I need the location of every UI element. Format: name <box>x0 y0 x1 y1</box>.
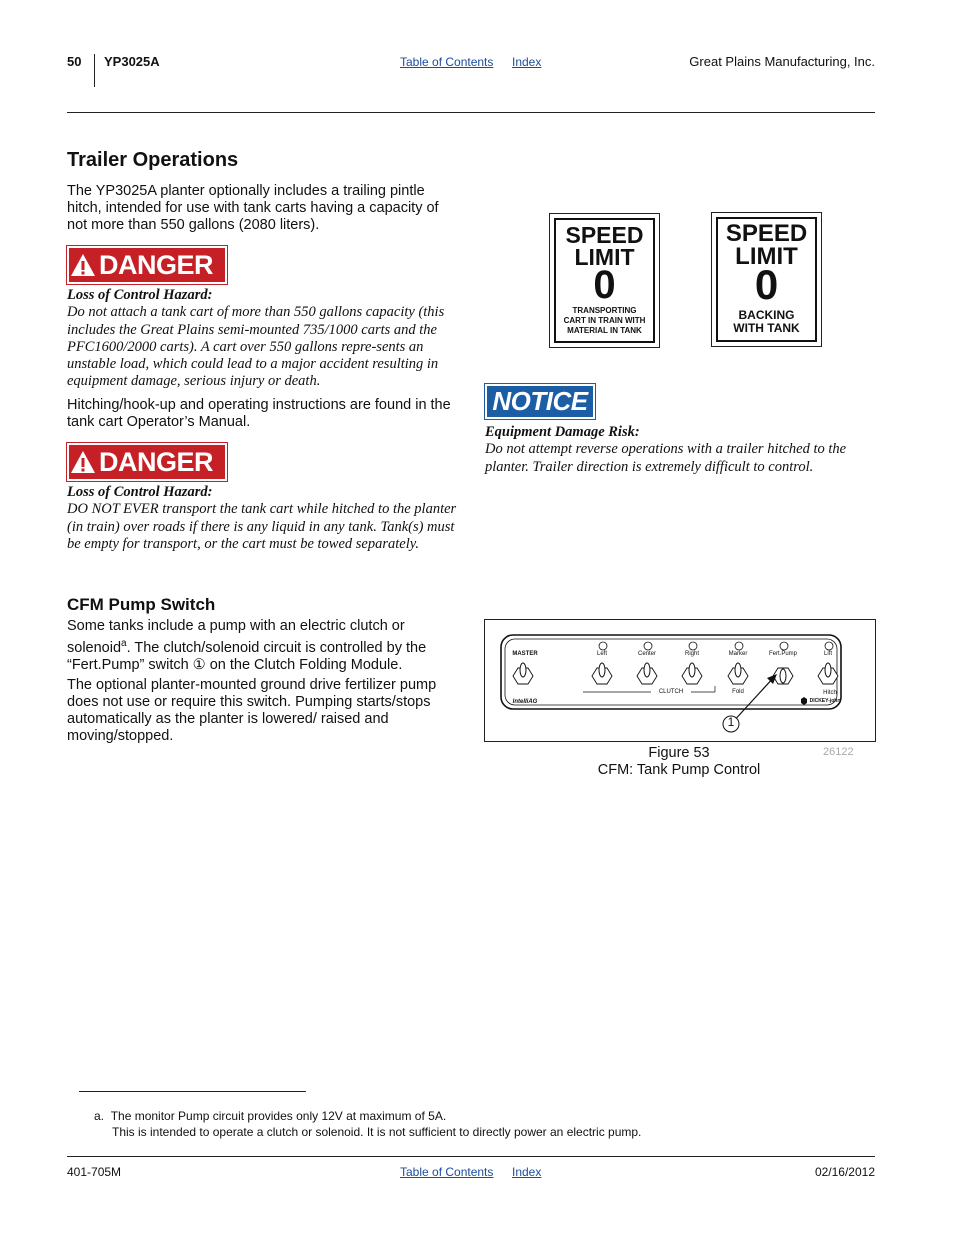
danger-message-1 <box>67 287 459 391</box>
doc-number: 401-705M <box>67 1165 122 1179</box>
label-center: Center <box>637 651 656 657</box>
notice-message <box>485 424 880 476</box>
hitching-paragraph: Hitching/hook-up and operating instructions are found in the tank cart Operator’s Manual. <box>67 397 451 430</box>
sign2-caption1: BACKING <box>738 308 795 322</box>
warning-triangle-icon <box>69 449 97 475</box>
label-right: Right <box>684 651 699 657</box>
brand-dickey-john: DICKEY-john <box>809 698 841 704</box>
sign1-number: 0 <box>593 263 616 307</box>
sign1-caption2: CART IN TRAIN WITH <box>563 316 646 325</box>
cfm-paragraph-2: The optional planter-mounted ground drive fertilizer pump does not use or require this switch. Pumping starts/stops automatically as the planter is lowered/ raised and moving/stopped. <box>67 677 437 744</box>
sign2-speed: SPEED <box>725 220 808 247</box>
label-clutch: CLUTCH <box>651 689 691 695</box>
label-left: Left <box>596 651 607 657</box>
index-link-top[interactable]: Index <box>512 55 542 69</box>
model-name: YP3025A <box>104 54 160 69</box>
subsection-title: CFM Pump Switch <box>67 595 216 614</box>
danger-label-2: DANGER <box>99 446 214 477</box>
sign1-speed: SPEED <box>565 222 644 248</box>
footnote <box>94 1108 641 1140</box>
danger-title-2: Loss of Control Hazard: <box>67 484 213 500</box>
label-fold: Fold <box>732 689 744 695</box>
toc-link-bottom[interactable]: Table of Contents <box>400 1165 494 1179</box>
speed-limit-sign-backing <box>711 212 822 347</box>
header-divider <box>94 54 95 87</box>
danger-message-2 <box>67 484 459 553</box>
footnote-line-2: This is intended to operate a clutch or solenoid. It is not sufficient to directly power an electric pump. <box>112 1125 642 1139</box>
toc-link-top[interactable]: Table of Contents <box>400 55 494 69</box>
speed-limit-sign-transporting <box>549 213 660 348</box>
label-fert-pump: Fert.Pump <box>768 651 797 657</box>
figure-title: CFM: Tank Pump Control <box>597 762 761 778</box>
notice-title: Equipment Damage Risk: <box>485 424 640 440</box>
callout-number: 1 <box>727 715 735 729</box>
company-name: Great Plains Manufacturing, Inc. <box>689 54 875 69</box>
notice-label: NOTICE <box>492 386 588 416</box>
sign1-caption3: MATERIAL IN TANK <box>567 326 642 335</box>
sign1-caption1: TRANSPORTING <box>572 306 637 315</box>
figure-number: Figure 53 <box>648 745 710 761</box>
cfm-text-part-b: . The clutch/solenoid circuit is controlled by the “Fert.Pump” switch ① on the Clutch Folding Module. <box>67 639 427 673</box>
section-title: Trailer Operations <box>67 149 239 171</box>
danger-badge-1 <box>67 246 227 284</box>
brand-intelliag: IntelliAG <box>512 699 538 705</box>
index-link-bottom[interactable]: Index <box>512 1165 542 1179</box>
label-marker: Marker <box>728 651 748 657</box>
intro-paragraph: The YP3025A planter optionally includes a trailing pintle hitch, intended for use with tank carts having a capacity of not more than 550 gallons (2080 liters). <box>67 183 439 233</box>
footnote-marker: a. <box>94 1109 105 1123</box>
footer-date: 02/16/2012 <box>814 1165 875 1179</box>
notice-badge <box>485 384 595 419</box>
danger-title-1: Loss of Control Hazard: <box>67 287 213 303</box>
label-lift: Lift <box>823 651 832 657</box>
footnote-line-1: The monitor Pump circuit provides only 12V at maximum of 5A. <box>110 1109 447 1123</box>
footer-rule <box>67 1156 875 1157</box>
clutch-folding-module-illustration <box>485 620 875 741</box>
cfm-text-part-a: Some tanks include a pump with an electric clutch or solenoid <box>67 618 405 656</box>
danger-badge-2 <box>67 443 227 481</box>
notice-text: Do not attempt reverse operations with a trailer hitched to the planter. Trailer direction is extremely difficult to control. <box>485 441 847 475</box>
label-master: MASTER <box>512 651 538 657</box>
sign2-limit: LIMIT <box>735 243 798 270</box>
danger-text-1: Do not attach a tank cart of more than 550 gallons capacity (this includes the Great Plains semi-mounted 735/1000 carts and the PFC1600/2000 carts). A cart over 550 gallons repre-sents an unstable load, which could lead to a major accident resulting in equipment damage, serious injury or death. <box>67 304 445 390</box>
cfm-paragraph-1 <box>67 618 459 674</box>
footnote-ref: a <box>121 638 127 649</box>
danger-label-1: DANGER <box>99 249 214 280</box>
sign2-number: 0 <box>754 261 779 308</box>
label-hitch: Hitch <box>823 690 837 696</box>
sign2-caption2: WITH TANK <box>733 321 800 335</box>
figure-caption <box>484 745 874 779</box>
danger-text-2: DO NOT EVER transport the tank cart while hitched to the planter (in train) over roads if there is any liquid in any tank. Tank(s) must be empty for transport, or the cart must be towed separately. <box>67 501 457 552</box>
page-number: 50 <box>67 54 82 69</box>
header-rule <box>67 112 875 113</box>
warning-triangle-icon <box>69 252 97 278</box>
sign1-limit: LIMIT <box>574 244 635 270</box>
figure-id: 26122 <box>823 746 854 758</box>
footnote-rule <box>79 1091 306 1092</box>
figure-frame <box>484 619 876 742</box>
